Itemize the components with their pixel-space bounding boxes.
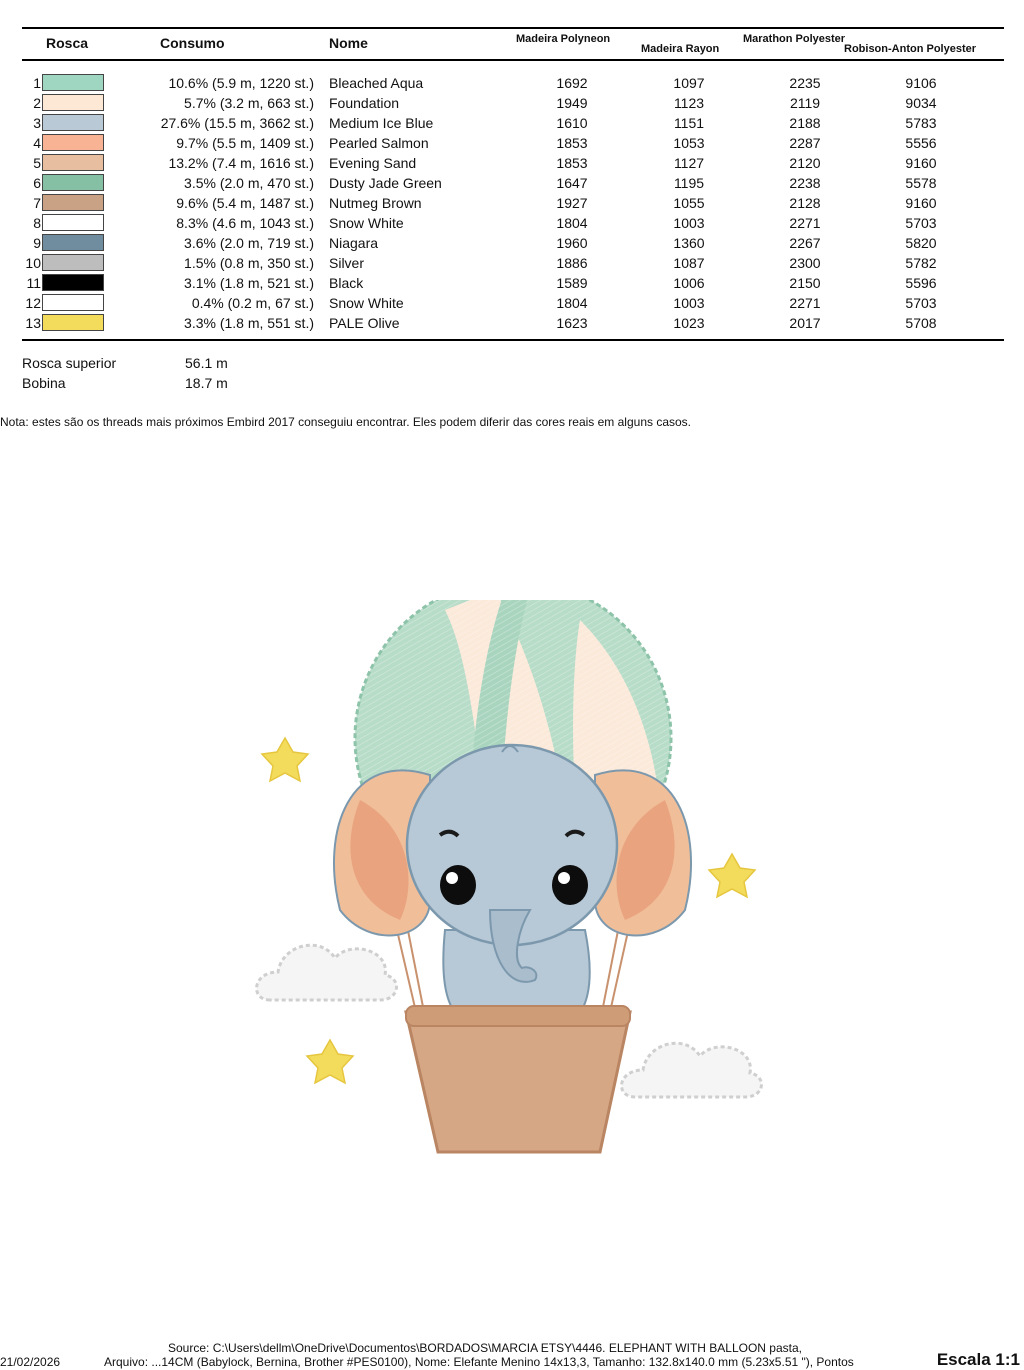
thread-name: Evening Sand <box>329 155 417 171</box>
thread-consumption: 8.3% (4.6 m, 1043 st.) <box>176 215 314 231</box>
madeira-rayon-code: 1195 <box>673 175 705 191</box>
thread-name: Bleached Aqua <box>329 75 424 91</box>
madeira-rayon-code: 1053 <box>673 135 705 151</box>
marathon-polyester-code: 2119 <box>789 95 821 111</box>
madeira-rayon-code: 1087 <box>673 255 705 271</box>
thread-consumption: 3.5% (2.0 m, 470 st.) <box>184 175 314 191</box>
robison-anton-code: 5556 <box>905 135 937 151</box>
header-marathon-polyester: Marathon Polyester <box>743 33 846 45</box>
marathon-polyester-code: 2300 <box>789 255 821 271</box>
thread-color-swatch <box>42 134 104 151</box>
star-icon <box>307 1040 353 1083</box>
footer-file-info: Arquivo: ...14CM (Babylock, Bernina, Brother #PES0100), Nome: Elefante Menino 14x13,3, Tamanho: 132.8x140.0 mm (5.23x5.51 "), Pontos <box>104 1355 854 1369</box>
thread-number: 5 <box>33 155 41 171</box>
thread-consumption: 3.3% (1.8 m, 551 st.) <box>184 315 314 331</box>
robison-anton-code: 9106 <box>905 75 937 91</box>
robison-anton-code: 5708 <box>905 315 937 331</box>
table-header-rule <box>22 59 1004 61</box>
madeira-polyneon-code: 1960 <box>556 235 588 251</box>
thread-consumption: 0.4% (0.2 m, 67 st.) <box>191 295 314 311</box>
thread-number: 4 <box>33 135 41 151</box>
elephant-icon <box>407 745 617 1025</box>
marathon-polyester-code: 2128 <box>789 195 821 211</box>
thread-row <box>22 113 1004 133</box>
star-icon <box>709 854 755 897</box>
madeira-rayon-code: 1003 <box>673 215 705 231</box>
marathon-polyester-code: 2267 <box>789 235 821 251</box>
thread-name: Snow White <box>329 215 404 231</box>
star-icon <box>262 738 308 781</box>
madeira-polyneon-code: 1804 <box>556 215 588 231</box>
thread-number: 9 <box>33 235 41 251</box>
marathon-polyester-code: 2235 <box>789 75 821 91</box>
thread-color-swatch <box>42 274 104 291</box>
footer-date: 21/02/2026 <box>0 1355 61 1369</box>
madeira-polyneon-code: 1804 <box>556 295 588 311</box>
thread-name: Foundation <box>329 95 400 111</box>
thread-row <box>22 253 1004 273</box>
header-madeira-polyneon: Madeira Polyneon <box>516 33 611 45</box>
madeira-polyneon-code: 1886 <box>556 255 588 271</box>
thread-number: 1 <box>33 75 41 91</box>
thread-color-swatch <box>42 74 104 91</box>
marathon-polyester-code: 2017 <box>789 315 821 331</box>
thread-number: 10 <box>25 255 41 271</box>
thread-color-swatch <box>42 154 104 171</box>
thread-row <box>22 273 1004 293</box>
madeira-polyneon-code: 1853 <box>556 135 588 151</box>
footer-scale: Escala 1:1 <box>936 1350 1020 1369</box>
thread-color-swatch <box>42 194 104 211</box>
summary-top-label: Rosca superior <box>22 355 117 371</box>
thread-row <box>22 133 1004 153</box>
robison-anton-code: 9160 <box>905 155 937 171</box>
thread-row <box>22 293 1004 313</box>
marathon-polyester-code: 2150 <box>789 275 821 291</box>
madeira-polyneon-code: 1853 <box>556 155 588 171</box>
thread-row <box>22 173 1004 193</box>
madeira-rayon-code: 1055 <box>673 195 705 211</box>
thread-color-swatch <box>42 314 104 331</box>
madeira-rayon-code: 1006 <box>673 275 705 291</box>
marathon-polyester-code: 2188 <box>789 115 821 131</box>
summary-top-value: 56.1 m <box>185 355 228 371</box>
thread-color-swatch <box>42 214 104 231</box>
robison-anton-code: 9034 <box>905 95 937 111</box>
thread-row <box>22 213 1004 233</box>
thread-color-swatch <box>42 234 104 251</box>
thread-consumption: 13.2% (7.4 m, 1616 st.) <box>168 155 314 171</box>
thread-name: Dusty Jade Green <box>329 175 442 191</box>
thread-row <box>22 93 1004 113</box>
footer-source: Source: C:\Users\dellm\OneDrive\Documentos\BORDADOS\MARCIA ETSY\4446. ELEPHANT WITH BALLOON pasta, <box>168 1341 802 1355</box>
thread-name: Silver <box>329 255 365 271</box>
robison-anton-code: 5578 <box>905 175 937 191</box>
marathon-polyester-code: 2271 <box>789 295 821 311</box>
madeira-polyneon-code: 1692 <box>556 75 588 91</box>
thread-consumption: 1.5% (0.8 m, 350 st.) <box>184 255 314 271</box>
thread-color-swatch <box>42 254 104 271</box>
robison-anton-code: 5703 <box>905 215 937 231</box>
thread-consumption: 3.6% (2.0 m, 719 st.) <box>184 235 314 251</box>
thread-row <box>22 73 1004 93</box>
cloud-icon <box>257 945 397 1000</box>
thread-consumption: 9.7% (5.5 m, 1409 st.) <box>176 135 314 151</box>
thread-consumption: 27.6% (15.5 m, 3662 st.) <box>160 115 314 131</box>
embroidery-design-preview <box>240 600 780 1170</box>
madeira-rayon-code: 1003 <box>673 295 705 311</box>
madeira-rayon-code: 1123 <box>673 95 705 111</box>
thread-color-swatch <box>42 294 104 311</box>
thread-color-swatch <box>42 174 104 191</box>
thread-consumption: 5.7% (3.2 m, 663 st.) <box>184 95 314 111</box>
marathon-polyester-code: 2238 <box>789 175 821 191</box>
thread-number: 6 <box>33 175 41 191</box>
madeira-polyneon-code: 1623 <box>556 315 588 331</box>
table-top-rule <box>22 27 1004 29</box>
thread-number: 12 <box>25 295 41 311</box>
summary-bobbin-label: Bobina <box>22 375 66 391</box>
madeira-rayon-code: 1151 <box>673 115 705 131</box>
thread-color-swatch <box>42 114 104 131</box>
thread-name: Snow White <box>329 295 404 311</box>
basket-icon <box>406 1006 630 1152</box>
thread-name: Nutmeg Brown <box>329 195 422 211</box>
summary-bobbin-value: 18.7 m <box>185 375 228 391</box>
header-consumo: Consumo <box>160 35 225 51</box>
thread-name: Black <box>329 275 364 291</box>
marathon-polyester-code: 2287 <box>789 135 821 151</box>
madeira-rayon-code: 1127 <box>673 155 705 171</box>
thread-number: 7 <box>33 195 41 211</box>
thread-match-note: Nota: estes são os threads mais próximos Embird 2017 conseguiu encontrar. Eles podem diferir das cores reais em alguns casos. <box>0 415 692 429</box>
madeira-rayon-code: 1360 <box>673 235 705 251</box>
header-rosca: Rosca <box>46 35 89 51</box>
thread-row <box>22 233 1004 253</box>
thread-name: PALE Olive <box>329 315 400 331</box>
thread-row <box>22 313 1004 333</box>
header-nome: Nome <box>329 35 368 51</box>
table-bottom-rule <box>22 339 1004 341</box>
thread-name: Medium Ice Blue <box>329 115 434 131</box>
marathon-polyester-code: 2120 <box>789 155 821 171</box>
thread-number: 3 <box>33 115 41 131</box>
thread-consumption: 9.6% (5.4 m, 1487 st.) <box>176 195 314 211</box>
header-madeira-rayon: Madeira Rayon <box>641 43 720 55</box>
madeira-rayon-code: 1023 <box>673 315 705 331</box>
thread-name: Pearled Salmon <box>329 135 429 151</box>
madeira-polyneon-code: 1647 <box>556 175 588 191</box>
thread-number: 2 <box>33 95 41 111</box>
robison-anton-code: 5703 <box>905 295 937 311</box>
madeira-polyneon-code: 1610 <box>556 115 588 131</box>
madeira-polyneon-code: 1949 <box>556 95 588 111</box>
thread-number: 8 <box>33 215 41 231</box>
madeira-rayon-code: 1097 <box>673 75 705 91</box>
robison-anton-code: 5782 <box>905 255 937 271</box>
robison-anton-code: 5820 <box>905 235 937 251</box>
header-robison-anton: Robison-Anton Polyester <box>844 43 977 55</box>
thread-color-swatch <box>42 94 104 111</box>
madeira-polyneon-code: 1927 <box>556 195 588 211</box>
thread-row <box>22 153 1004 173</box>
madeira-polyneon-code: 1589 <box>556 275 588 291</box>
robison-anton-code: 5783 <box>905 115 937 131</box>
thread-name: Niagara <box>329 235 379 251</box>
thread-consumption: 10.6% (5.9 m, 1220 st.) <box>168 75 314 91</box>
thread-number: 11 <box>26 275 41 291</box>
robison-anton-code: 5596 <box>905 275 937 291</box>
robison-anton-code: 9160 <box>905 195 937 211</box>
thread-row <box>22 193 1004 213</box>
thread-number: 13 <box>25 315 41 331</box>
cloud-icon <box>622 1043 762 1097</box>
thread-consumption: 3.1% (1.8 m, 521 st.) <box>184 275 314 291</box>
marathon-polyester-code: 2271 <box>789 215 821 231</box>
